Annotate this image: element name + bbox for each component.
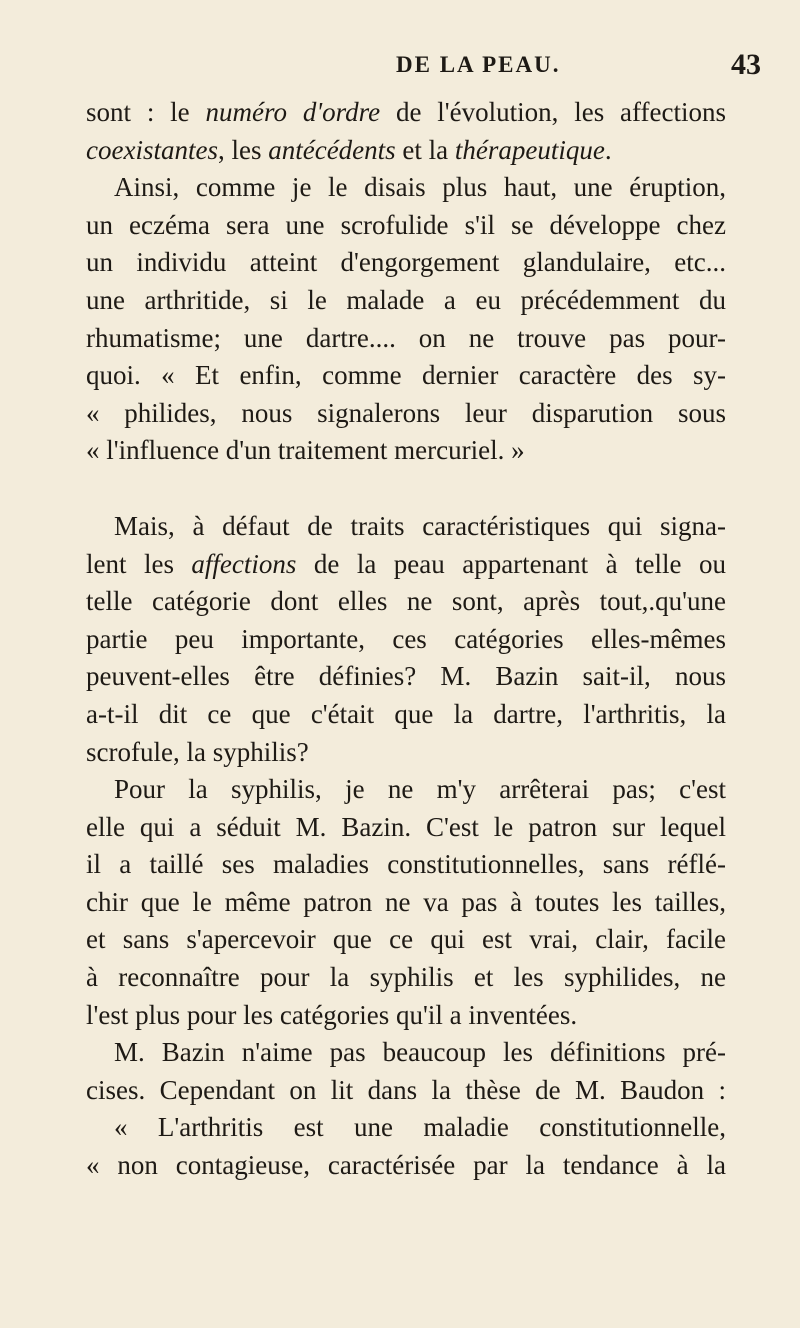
text-line-27: « L'arthritis est une maladie constitutionnelle, (114, 1112, 726, 1143)
text-line-21: chir que le même patron ne va pas à toutes les tailles, (86, 886, 726, 917)
text-line-5: un individu atteint d'engorgement glandulaire, etc... (86, 247, 726, 278)
text-line-23: à reconnaître pour la syphilis et les syphilides, ne (86, 962, 726, 993)
text-line-12 (86, 546, 726, 584)
italic-term: thérapeutique (454, 134, 605, 165)
text-line-24: l'est plus pour les catégories qu'il a inventées. (86, 999, 578, 1030)
text-line-3: Ainsi, comme je le disais plus haut, une éruption, (114, 172, 726, 203)
text-line-10: « l'influence d'un traitement mercuriel. » (86, 435, 525, 466)
page-number: 43 (731, 48, 761, 81)
body-text (86, 94, 800, 1185)
italic-term: antécédents (268, 134, 396, 165)
text-line-13: telle catégorie dont elles ne sont, après tout,.qu'une (86, 586, 726, 617)
text-line-17: scrofule, la syphilis? (86, 736, 309, 767)
italic-term: affections (191, 548, 297, 579)
italic-term: numéro d'ordre (205, 97, 381, 127)
text-line-18: Pour la syphilis, je ne m'y arrêterai pas; c'est (114, 774, 726, 805)
text-line-16: a-t-il dit ce que c'était que la dartre, l'arthritis, la (86, 698, 726, 729)
text-line-20: il a taillé ses maladies constitutionnelles, sans réflé- (86, 849, 726, 880)
text-line-2 (86, 132, 726, 170)
text-line-4: un eczéma sera une scrofulide s'il se développe chez (86, 209, 726, 240)
text-segment: et la (395, 134, 455, 165)
italic-term: coexistantes (86, 134, 218, 165)
text-line-6: une arthritide, si le malade a eu précédemment du (86, 284, 726, 315)
text-line-9: « philides, nous signalerons leur disparution sous (86, 397, 726, 428)
text-line-14: partie peu importante, ces catégories elles-mêmes (86, 623, 726, 654)
text-line-7: rhumatisme; une dartre.... on ne trouve pas pour- (86, 322, 726, 353)
text-line-25: M. Bazin n'aime pas beaucoup les définitions pré- (114, 1037, 726, 1068)
running-title: DE LA PEAU. (396, 52, 561, 77)
text-segment: de la peau appartenant à telle ou (296, 548, 726, 579)
text-segment: , les (217, 134, 269, 165)
text-line-28: « non contagieuse, caractérisée par la tendance à la (86, 1150, 726, 1181)
text-line-26: cises. Cependant on lit dans la thèse de M. Baudon : (86, 1074, 726, 1105)
text-segment: . (604, 134, 612, 165)
text-segment: de l'évolution, les affections (380, 97, 726, 127)
text-line-15: peuvent-elles être définies? M. Bazin sait-il, nous (86, 661, 726, 692)
text-line-22: et sans s'apercevoir que ce qui est vrai, clair, facile (86, 924, 726, 955)
text-line-1 (86, 94, 726, 132)
text-line-8: quoi. « Et enfin, comme dernier caractère des sy- (86, 360, 726, 391)
text-segment: sont : le (86, 97, 206, 127)
running-header (86, 0, 800, 94)
text-line-19: elle qui a séduit M. Bazin. C'est le patron sur lequel (86, 811, 726, 842)
text-line-11: Mais, à défaut de traits caractéristiques qui signa- (114, 510, 726, 541)
text-segment: lent les (86, 548, 192, 579)
